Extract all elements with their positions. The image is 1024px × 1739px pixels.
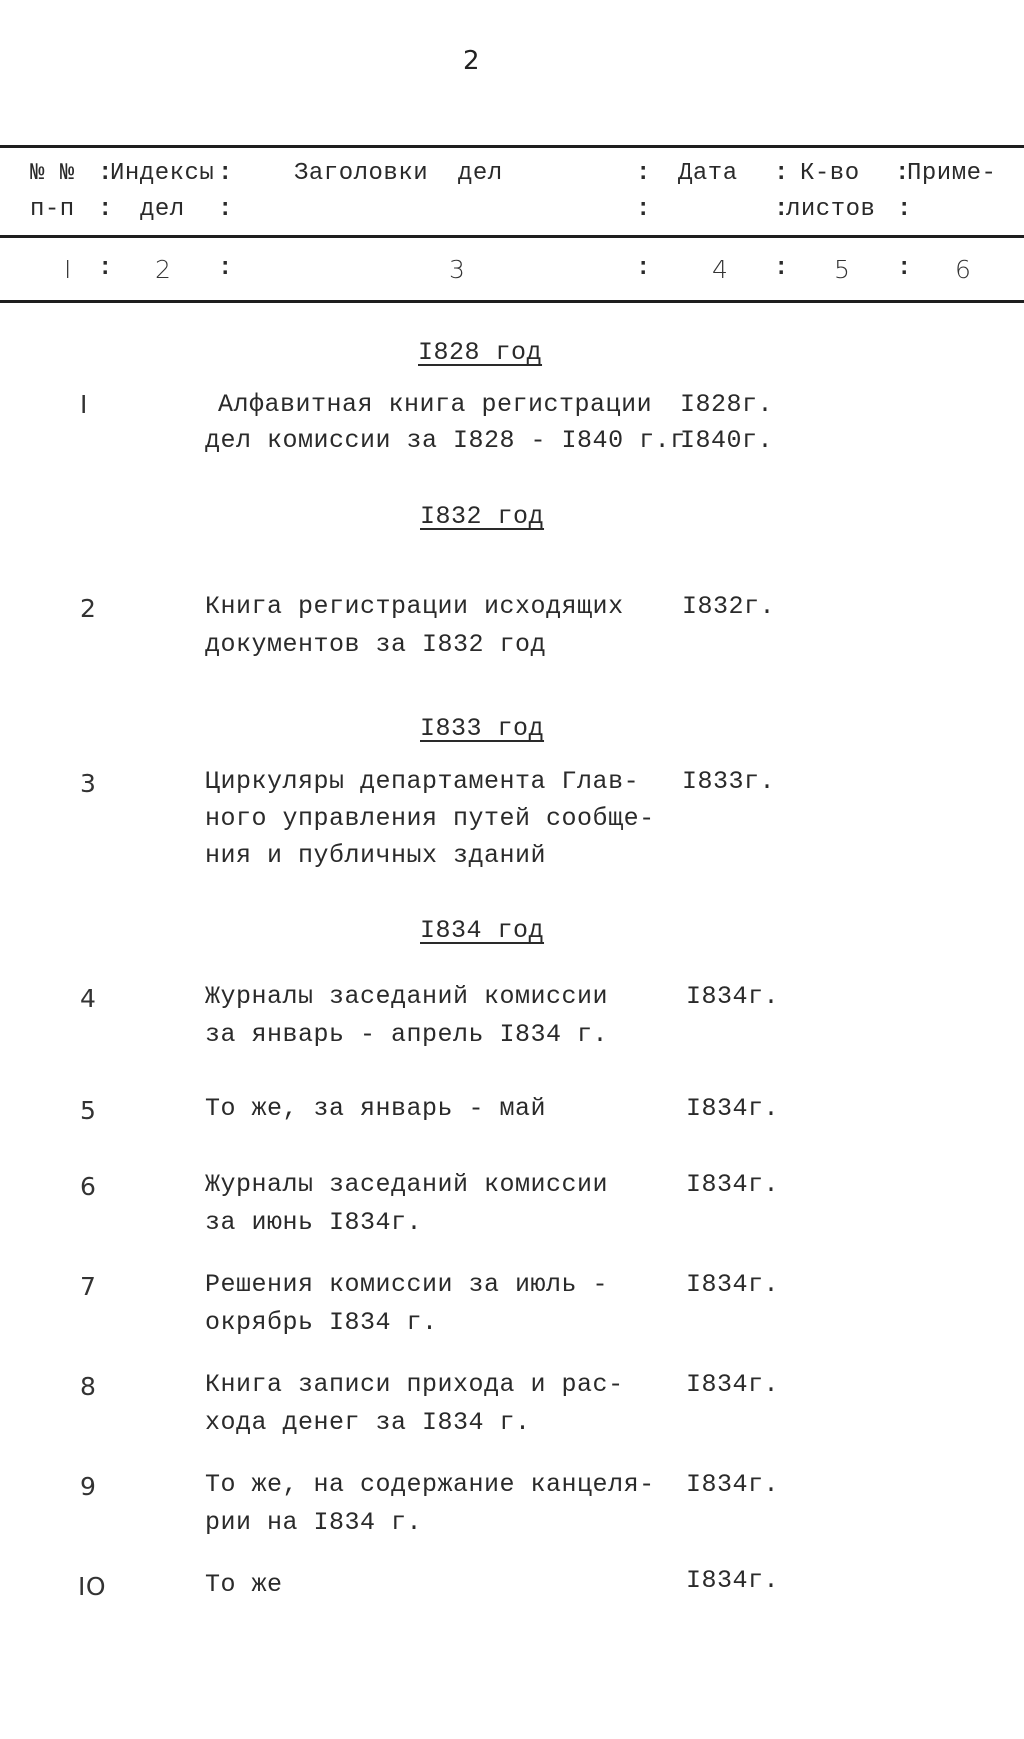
entry-date: I834г. bbox=[686, 1566, 780, 1595]
entry-title-line: ного управления путей сообще- bbox=[205, 804, 655, 833]
entry-title-line: То же, на содержание канцеля- bbox=[205, 1470, 655, 1499]
header-col2-line2: дел bbox=[140, 196, 185, 223]
entry-date: I834г. bbox=[686, 1170, 780, 1199]
header-separator: : bbox=[636, 196, 651, 223]
header-col4-line1: Дата bbox=[678, 160, 738, 187]
page-number: 2 bbox=[463, 46, 481, 76]
entry-number: 2 bbox=[80, 594, 97, 623]
entry-title-line: за январь - апрель I834 г. bbox=[205, 1020, 609, 1049]
header-separator: : bbox=[98, 196, 113, 223]
header-middle-rule bbox=[0, 235, 1024, 238]
header-separator: : bbox=[218, 255, 233, 282]
entry-number: I bbox=[80, 390, 88, 419]
column-number-3: 3 bbox=[449, 255, 466, 284]
entry-title-line: Алфавитная книга регистрации bbox=[218, 390, 653, 419]
header-top-rule bbox=[0, 145, 1024, 148]
header-separator: : bbox=[774, 196, 789, 223]
entry-number: 3 bbox=[80, 769, 97, 798]
entry-date: I840г. bbox=[680, 426, 774, 455]
header-separator: : bbox=[636, 255, 651, 282]
entry-number: 8 bbox=[80, 1372, 97, 1401]
entry-title-line: хода денег за I834 г. bbox=[205, 1408, 531, 1437]
header-col2-line1: Индексы bbox=[110, 160, 215, 187]
entry-number: 5 bbox=[80, 1096, 97, 1125]
header-separator: : bbox=[774, 255, 789, 282]
entry-date: I834г. bbox=[686, 1470, 780, 1499]
entry-title-line: Журналы заседаний комиссии bbox=[205, 982, 609, 1011]
entry-number: 7 bbox=[80, 1272, 97, 1301]
header-separator: : bbox=[218, 196, 233, 223]
entry-date: I833г. bbox=[682, 767, 776, 796]
header-separator: : bbox=[636, 160, 651, 187]
header-bottom-rule bbox=[0, 300, 1024, 303]
entry-number: 4 bbox=[80, 984, 97, 1013]
column-number-6: 6 bbox=[955, 255, 972, 284]
year-heading: I833 год bbox=[420, 714, 545, 743]
column-number-2: 2 bbox=[155, 255, 172, 284]
header-col3-line1: Заголовки дел bbox=[294, 160, 503, 187]
header-separator: : bbox=[774, 160, 789, 187]
entry-date: I834г. bbox=[686, 1270, 780, 1299]
header-col1-line1: № № bbox=[30, 160, 75, 187]
column-number-1: I bbox=[64, 255, 72, 284]
entry-title-line: документов за I832 год bbox=[205, 630, 547, 659]
header-col6-line1: Приме- bbox=[907, 160, 997, 187]
entry-date: I834г. bbox=[686, 1094, 780, 1123]
entry-title-line: за июнь I834г. bbox=[205, 1208, 423, 1237]
entry-title-line: ния и публичных зданий bbox=[205, 841, 547, 870]
entry-title-line: Книга записи прихода и рас- bbox=[205, 1370, 624, 1399]
entry-title-line: То же bbox=[205, 1570, 283, 1599]
entry-title-line: Журналы заседаний комиссии bbox=[205, 1170, 609, 1199]
header-col5-line2: листов bbox=[786, 196, 876, 223]
year-heading: I834 год bbox=[420, 916, 545, 945]
header-separator: : bbox=[218, 160, 233, 187]
header-col5-line1: К-во bbox=[800, 160, 860, 187]
header-separator: : bbox=[897, 196, 912, 223]
header-separator: : bbox=[897, 255, 912, 282]
year-heading: I832 год bbox=[420, 502, 545, 531]
entry-date: I832г. bbox=[682, 592, 776, 621]
entry-number: 6 bbox=[80, 1172, 97, 1201]
header-separator: : bbox=[895, 160, 910, 187]
entry-date: I834г. bbox=[686, 982, 780, 1011]
entry-number: 9 bbox=[80, 1472, 97, 1501]
column-number-4: 4 bbox=[712, 255, 729, 284]
year-heading: I828 год bbox=[418, 338, 543, 367]
entry-title-line: окрябрь I834 г. bbox=[205, 1308, 438, 1337]
header-separator: : bbox=[98, 160, 113, 187]
entry-number: IO bbox=[78, 1572, 107, 1601]
entry-title-line: Циркуляры департамента Глав- bbox=[205, 767, 640, 796]
entry-date: I834г. bbox=[686, 1370, 780, 1399]
header-col1-line2: п-п bbox=[30, 196, 75, 223]
entry-title-line: Книга регистрации исходящих bbox=[205, 592, 624, 621]
entry-title-line: дел комиссии за I828 - I840 г.г bbox=[205, 426, 686, 455]
entry-title-line: То же, за январь - май bbox=[205, 1094, 547, 1123]
entry-title-line: рии на I834 г. bbox=[205, 1508, 423, 1537]
entry-date: I828г. bbox=[680, 390, 774, 419]
header-separator: : bbox=[98, 255, 113, 282]
entry-title-line: Решения комиссии за июль - bbox=[205, 1270, 609, 1299]
column-number-5: 5 bbox=[834, 255, 851, 284]
